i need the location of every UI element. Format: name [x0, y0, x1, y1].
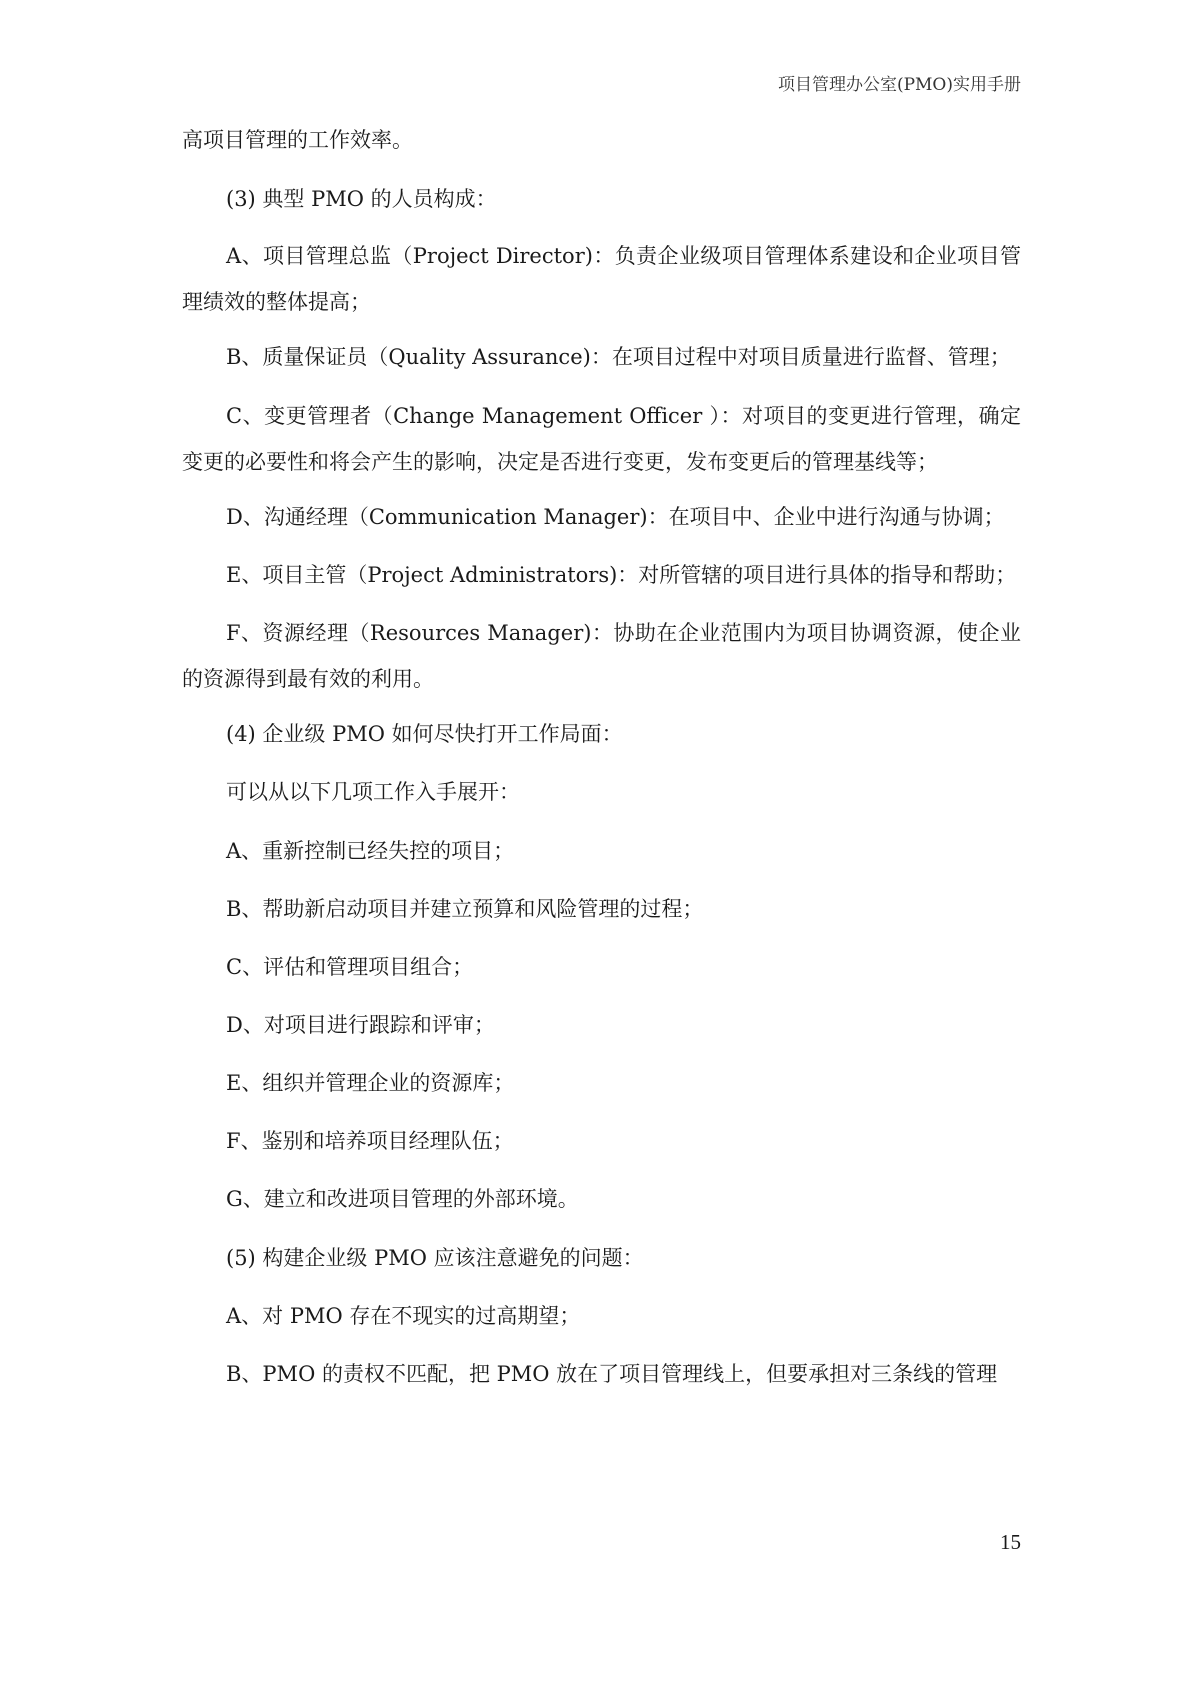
section-heading-4: (4) 企业级 PMO 如何尽快打开工作局面： — [226, 722, 623, 746]
list-item-communication-manager: D、沟通经理（Communication Manager)：在项目中、企业中进行沟通与协调； — [226, 505, 1005, 529]
list-item-project-administrators: E、项目主管（Project Administrators)：对所管辖的项目进行具体的指导和帮助； — [226, 563, 1017, 587]
section-heading-5: (5) 构建企业级 PMO 应该注意避免的问题： — [226, 1246, 644, 1270]
running-header: 项目管理办公室(PMO)实用手册 — [777, 75, 1021, 95]
list-item-change-management: C、变更管理者（Change Management Officer ）：对项目的变更进行管理，确定变更的必要性和将会产生的影响，决定是否进行变更，发布变更后的管理基线等； — [182, 404, 1021, 474]
list-item-f: F、鉴别和培养项目经理队伍； — [226, 1129, 514, 1153]
paragraph-intro: 可以从以下几项工作入手展开： — [226, 780, 520, 804]
list-item-c: C、评估和管理项目组合； — [226, 955, 474, 979]
list-item-d: D、对项目进行跟踪和评审； — [226, 1013, 495, 1037]
list-item-project-director: A、项目管理总监（Project Director)：负责企业级项目管理体系建设和企业项目管理绩效的整体提高； — [182, 244, 1021, 314]
list-item-b: B、帮助新启动项目并建立预算和风险管理的过程； — [226, 897, 704, 921]
page-number: 15 — [1000, 1530, 1021, 1554]
list-item-issue-b: B、PMO 的责权不匹配，把 PMO 放在了项目管理线上，但要承担对三条线的管理 — [226, 1362, 998, 1386]
header-divider — [182, 102, 1021, 103]
list-item-g: G、建立和改进项目管理的外部环境。 — [226, 1187, 579, 1211]
paragraph-continuation: 高项目管理的工作效率。 — [182, 128, 413, 152]
section-heading-3: (3) 典型 PMO 的人员构成： — [226, 187, 497, 211]
list-item-a: A、重新控制已经失控的项目； — [226, 839, 515, 863]
list-item-resources-manager: F、资源经理（Resources Manager)：协助在企业范围内为项目协调资源，使企业的资源得到最有效的利用。 — [182, 621, 1021, 691]
list-item-issue-a: A、对 PMO 存在不现实的过高期望； — [226, 1304, 581, 1328]
list-item-quality-assurance: B、质量保证员（Quality Assurance)：在项目过程中对项目质量进行监督、管理； — [226, 345, 1011, 369]
list-item-e: E、组织并管理企业的资源库； — [226, 1071, 515, 1095]
